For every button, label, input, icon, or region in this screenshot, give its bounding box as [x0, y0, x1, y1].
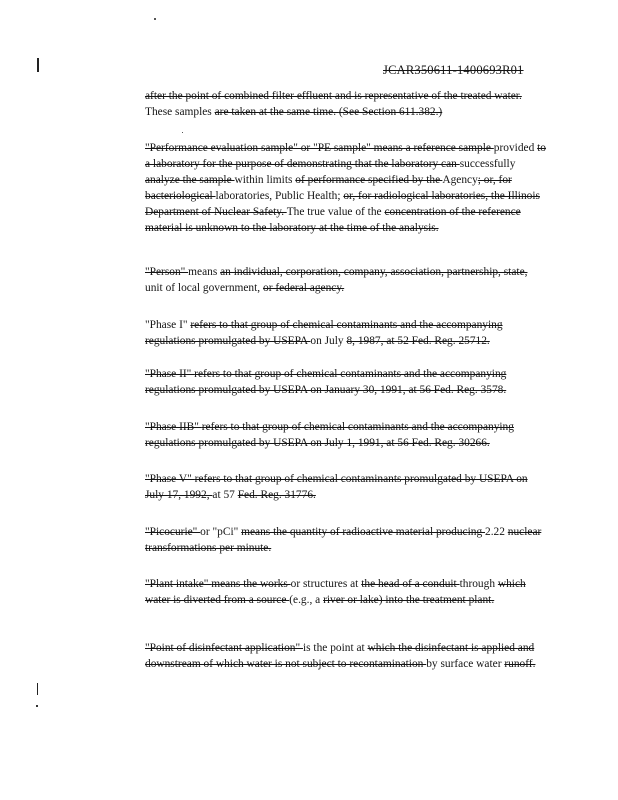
retained-text: is the point at	[302, 642, 368, 654]
deleted-text: laboratories, the Illinois Department of Nuclear Safety.	[145, 190, 540, 218]
deleted-text: after the point of combined filter effluent	[145, 90, 335, 102]
deleted-text: 8, 1987, at 52 Fed. Reg. 25712.	[346, 335, 490, 347]
deleted-text: "Phase IIB"	[145, 421, 202, 433]
retained-text: or structures at	[290, 578, 362, 590]
deleted-text: or federal agency.	[263, 282, 345, 294]
definition-phase-i	[145, 317, 547, 349]
retained-text: means	[188, 266, 221, 278]
deleted-text: nuclear transformations per minute.	[145, 526, 542, 554]
deleted-text: which water is diverted from a source	[145, 578, 526, 606]
deleted-text: ; or, for bacteriological	[145, 174, 512, 202]
deleted-text: refers to that group of chemical contaminants and the accompanying	[201, 421, 514, 433]
retained-text: unit of local government,	[145, 282, 263, 294]
deleted-text: to a laboratory for the purpose of demonstrating that the laboratory can	[145, 142, 547, 170]
deleted-text: "Phase V"	[145, 473, 195, 485]
deleted-text: "Picocurie"	[145, 526, 201, 538]
paragraph-combined-filter-effluent	[145, 88, 547, 120]
deleted-text: are taken at the same time.	[214, 106, 339, 118]
deleted-text: "Plant intake"	[145, 578, 212, 590]
retained-text: by surface water	[426, 658, 505, 670]
deleted-text: an individual, corporation, company, association, partnership, state,	[220, 266, 528, 278]
deleted-text: which the disinfectant is applied	[367, 642, 518, 654]
deleted-text: or, for radiological	[343, 190, 432, 202]
definition-phase-ii	[145, 366, 547, 398]
deleted-text: and is representative of the treated water.	[334, 90, 522, 102]
deleted-text: "Performance evaluation sample" or "PE sample" means a reference sample	[145, 142, 494, 154]
deleted-text: regulations promulgated by USEPA	[145, 335, 311, 347]
deleted-text: concentration of the reference material is unknown to the laboratory at the time of the analysis.	[145, 206, 521, 234]
retained-text: through	[459, 578, 498, 590]
deleted-text: refers to that group of chemical contaminants and the accompanying	[190, 319, 503, 331]
scan-speck	[154, 18, 156, 20]
deleted-text: analyze the sample	[145, 174, 235, 186]
deleted-text: July 17, 1992,	[145, 489, 213, 501]
deleted-text: of performance specified by the	[295, 174, 443, 186]
margin-speck	[36, 705, 38, 707]
retained-text: 2.22	[485, 526, 508, 538]
deleted-text: Fed. Reg. 31776.	[237, 489, 316, 501]
retained-text: The true value of the	[286, 206, 385, 218]
definition-performance-evaluation-sample	[145, 140, 547, 236]
deleted-text: means the quantity of radioactive material producing	[241, 526, 485, 538]
deleted-text: means the works	[211, 578, 291, 590]
retained-text: successfully	[459, 158, 516, 170]
retained-text: laboratories, Public Health;	[215, 190, 344, 202]
deleted-text: runoff.	[504, 658, 536, 670]
retained-text: on July	[310, 335, 347, 347]
definition-picocurie	[145, 524, 547, 556]
definition-plant-intake	[145, 576, 547, 608]
retained-text: at 57	[212, 489, 238, 501]
revision-margin-bar	[37, 58, 39, 72]
deleted-text: regulations promulgated by USEPA on July 1, 1991, at 56 Fed. Reg. 30266.	[145, 437, 490, 449]
deleted-text: refers to that group of chemical contaminants promulgated by USEPA on	[194, 473, 528, 485]
deleted-text: (See Section 611.382.)	[338, 106, 443, 118]
scan-speck	[182, 132, 183, 133]
deleted-text: regulations promulgated by USEPA on January 30, 1991, at 56 Fed. Reg. 3578.	[145, 384, 507, 396]
retained-text: (e.g., a	[289, 594, 324, 606]
definition-phase-iib	[145, 419, 547, 451]
retained-text: within limits	[234, 174, 296, 186]
retained-text: or "pCi"	[200, 526, 242, 538]
retained-text: Agency	[442, 174, 478, 186]
retained-text: provided	[493, 142, 538, 154]
deleted-text: "Phase II"	[145, 368, 195, 380]
retained-text: "Phase I"	[145, 319, 191, 331]
definition-point-of-disinfectant-application	[145, 640, 547, 672]
revision-margin-bar-lower	[37, 683, 38, 695]
deleted-text: the head of a conduit	[361, 578, 460, 590]
deleted-text: "Point of disinfectant application"	[145, 642, 303, 654]
retained-text: These samples	[145, 106, 215, 118]
deleted-text: and downstream of which water is not subject to recontamination	[145, 642, 535, 670]
deleted-text: "Person"	[145, 266, 189, 278]
deleted-text: river or lake) into the treatment plant.	[323, 594, 495, 606]
definition-person	[145, 264, 547, 296]
definition-phase-v	[145, 471, 547, 503]
deleted-text: refers to that group of chemical contaminants and the accompanying	[194, 368, 507, 380]
document-id: JCAR350611-1400693R01	[383, 63, 524, 77]
